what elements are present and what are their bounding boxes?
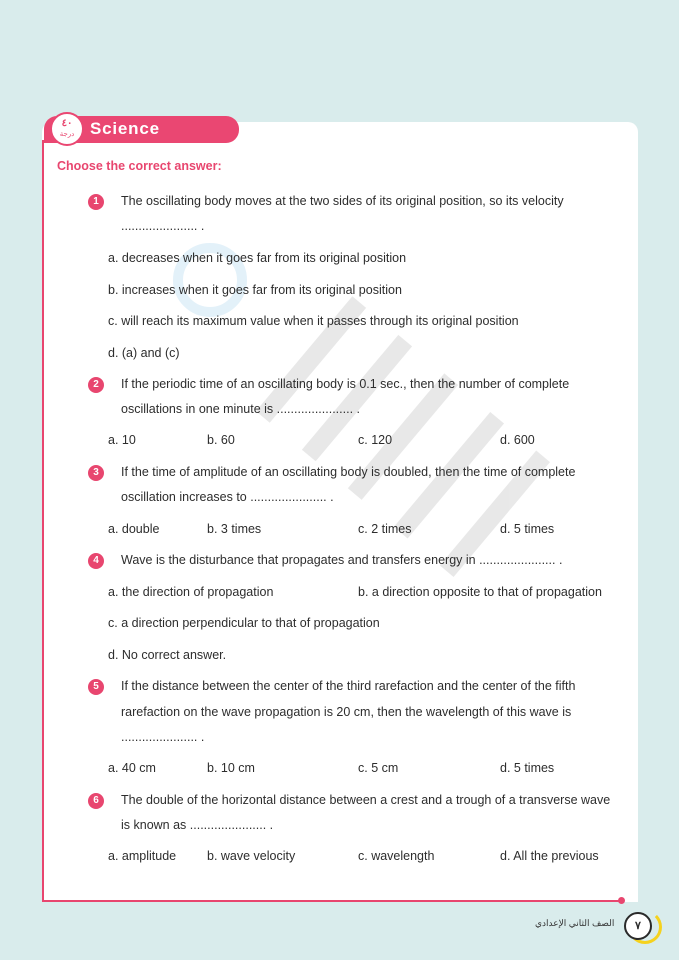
card-bottom-dot — [618, 897, 625, 904]
question-text: ...................... . — [121, 219, 205, 233]
question-number: 5 — [88, 679, 104, 695]
grade-label: الصف الثاني الإعدادي — [535, 918, 615, 928]
question-text: The oscillating body moves at the two sides of its original position, so its velocity — [121, 194, 564, 208]
answer-option[interactable]: d. No correct answer. — [108, 648, 227, 662]
answer-option[interactable]: b. increases when it goes far from its original position — [108, 283, 402, 297]
question-text: The double of the horizontal distance between a crest and a trough of a transverse wave — [121, 793, 611, 807]
answer-option[interactable]: c. wavelength — [358, 849, 435, 863]
answer-option[interactable]: d. (a) and (c) — [108, 346, 180, 360]
question-text: is known as ...................... . — [121, 818, 274, 832]
answer-option[interactable]: a. double — [108, 522, 160, 536]
question-number: 1 — [88, 194, 104, 210]
answer-option[interactable]: c. 2 times — [358, 522, 412, 536]
card-left-border — [42, 140, 44, 902]
question-text: Wave is the disturbance that propagates and transfers energy in ...................... . — [121, 553, 563, 567]
answer-option[interactable]: d. 5 times — [500, 522, 555, 536]
question-text: If the periodic time of an oscillating body is 0.1 sec., then the number of complete — [121, 377, 570, 391]
answer-option[interactable]: a. the direction of propagation — [108, 585, 274, 599]
instruction-heading: Choose the correct answer: — [57, 159, 222, 173]
question-number: 6 — [88, 793, 104, 809]
answer-option[interactable]: b. a direction opposite to that of propagation — [358, 585, 602, 599]
question-number: 4 — [88, 553, 104, 569]
answer-option[interactable]: a. decreases when it goes far from its original position — [108, 251, 407, 265]
question-number: 2 — [88, 377, 104, 393]
question-number: 3 — [88, 465, 104, 481]
worksheet-card — [42, 122, 638, 902]
marks-unit: درجة — [59, 131, 75, 138]
answer-option[interactable]: c. 5 cm — [358, 761, 399, 775]
answer-option[interactable]: c. 120 — [358, 433, 393, 447]
answer-option[interactable]: d. All the previous — [500, 849, 599, 863]
answer-option[interactable]: b. 10 cm — [207, 761, 255, 775]
question-text: If the time of amplitude of an oscillating body is doubled, then the time of complete — [121, 465, 576, 479]
card-bottom-border — [42, 900, 622, 902]
answer-option[interactable]: c. will reach its maximum value when it passes through its original position — [108, 314, 519, 328]
question-text: oscillations in one minute is ...................... . — [121, 402, 360, 416]
answer-option[interactable]: a. amplitude — [108, 849, 177, 863]
answer-option[interactable]: a. 40 cm — [108, 761, 156, 775]
answer-option[interactable]: b. 3 times — [207, 522, 262, 536]
marks-number: ٤٠ — [61, 118, 73, 129]
subject-title: Science — [90, 119, 160, 138]
question-text: rarefaction on the wave propagation is 20 cm, then the wavelength of this wave is — [121, 705, 572, 719]
answer-option[interactable]: b. wave velocity — [207, 849, 296, 863]
question-text: If the distance between the center of the third rarefaction and the center of the fifth — [121, 679, 576, 693]
answer-option[interactable]: d. 5 times — [500, 761, 555, 775]
marks-badge — [50, 112, 84, 146]
answer-option[interactable]: d. 600 — [500, 433, 535, 447]
question-text: oscillation increases to ...................... . — [121, 490, 334, 504]
question-text: ...................... . — [121, 730, 205, 744]
answer-option[interactable]: a. 10 — [108, 433, 136, 447]
answer-option[interactable]: c. a direction perpendicular to that of propagation — [108, 616, 380, 630]
page-number: ٧ — [624, 912, 652, 940]
answer-option[interactable]: b. 60 — [207, 433, 235, 447]
